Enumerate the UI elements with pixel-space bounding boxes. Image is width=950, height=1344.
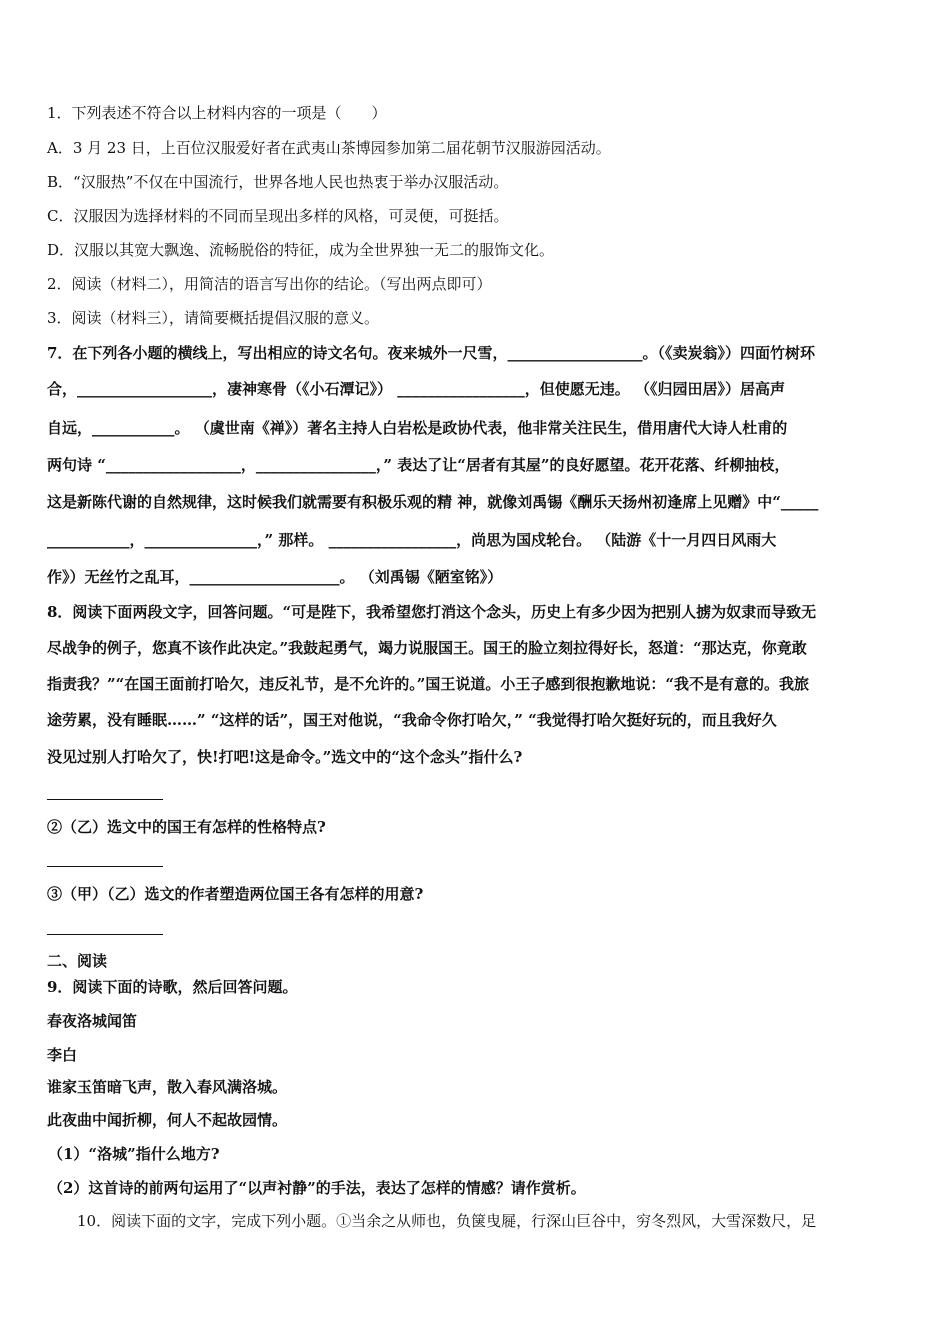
poem-title: 春夜洛城闻笛 [47, 1012, 138, 1030]
q1-option-d: D．汉服以其宽大飘逸、流畅脱俗的特征，成为全世界独一无二的服饰文化。 [47, 241, 555, 259]
q8-line: 没见过别人打哈欠了，快!打吧!这是命令。”选文中的“这个念头”指什么? [47, 748, 523, 766]
section-heading: 二、阅读 [47, 952, 108, 970]
q8-sub3: ③（甲）（乙）选文的作者塑造两位国王各有怎样的用意? [47, 885, 424, 903]
q7-line: 自远，___________。 （虞世南《禅》）著名主持人白岩松是政协代表，他非常关注民生，借用唐代大诗人杜甫的 [47, 419, 788, 437]
q9-stem: 9．阅读下面的诗歌，然后回答问题。 [47, 978, 298, 996]
q8-line: 8．阅读下面两段文字，回答问题。“可是陛下，我希望您打消这个念头，历史上有多少因为把别人掳为奴隶而导致无 [47, 603, 817, 621]
q9-sub1: （1）“洛城”指什么地方? [48, 1145, 220, 1163]
q8-sub2: ②（乙）选文中的国王有怎样的性格特点? [47, 818, 326, 836]
q1-stem: 1．下列表述不符合以上材料内容的一项是（ ） [47, 104, 387, 122]
answer-blank-line [47, 799, 163, 800]
q7-line: ___________，_______________，” 那样。 _________________，尚思为国戍轮台。 （陆游《十一月四日风雨大 [47, 531, 777, 549]
q1-option-a: A．3 月 23 日，上百位汉服爱好者在武夷山茶博园参加第二届花朝节汉服游园活动。 [47, 139, 611, 157]
q7-line: 7．在下列各小题的横线上，写出相应的诗文名句。夜来城外一尺雪，__________________。（《卖炭翁》）四面竹树环 [47, 344, 815, 362]
q2-stem: 2．阅读（材料二），用简洁的语言写出你的结论。（写出两点即可） [47, 275, 492, 293]
q7-line: 两句诗 “__________________，________________，” 表达了让“居者有其屋”的良好愿望。花开花落、纤柳抽枝， [47, 456, 790, 474]
poem-line: 此夜曲中闻折柳，何人不起故园情。 [47, 1111, 288, 1129]
q8-line: 指责我？”“在国王面前打哈欠，违反礼节，是不允许的。”国王说道。小王子感到很抱歉地说：“我不是有意的。我旅 [47, 675, 810, 693]
poem-author: 李白 [47, 1046, 78, 1064]
q3-stem: 3．阅读（材料三），请简要概括提倡汉服的意义。 [47, 309, 380, 327]
q8-line: 尽战争的例子，您真不该作此决定。”我鼓起勇气，竭力说服国王。国王的脸立刻拉得好长，怒道：“那达克，你竟敢 [47, 639, 807, 657]
q9-sub2: （2）这首诗的前两句运用了“以声衬静”的手法，表达了怎样的情感？请作赏析。 [48, 1179, 586, 1197]
q7-line: 作》）无丝竹之乱耳，____________________。 （刘禹锡《陋室铭》） [47, 568, 503, 586]
answer-blank-line [47, 866, 163, 867]
poem-line: 谁家玉笛暗飞声，散入春风满洛城。 [47, 1078, 288, 1096]
q10-stem: 10．阅读下面的文字，完成下列小题。①当余之从师也，负箧曳屣，行深山巨谷中，穷冬烈风，大雪深数尺，足 [77, 1212, 817, 1230]
q1-option-b: B．“汉服热”不仅在中国流行，世界各地人民也热衷于举办汉服活动。 [47, 173, 509, 191]
q1-option-c: C．汉服因为选择材料的不同而呈现出多样的风格，可灵便，可挺括。 [47, 207, 509, 225]
q8-line: 途劳累，没有睡眠……” “这样的话”，国王对他说，“我命令你打哈欠，” “我觉得打哈欠挺好玩的，而且我好久 [47, 711, 777, 729]
q7-line: 这是新陈代谢的自然规律，这时候我们就需要有积极乐观的精 神，就像刘禹锡《酬乐天扬州初逢席上见赠》中“_____ [47, 493, 819, 511]
q7-line: 合，__________________，凄神寒骨（《小石潭记》） _________________，但使愿无违。 （《归园田居》）居高声 [47, 380, 785, 398]
answer-blank-line [47, 934, 163, 935]
